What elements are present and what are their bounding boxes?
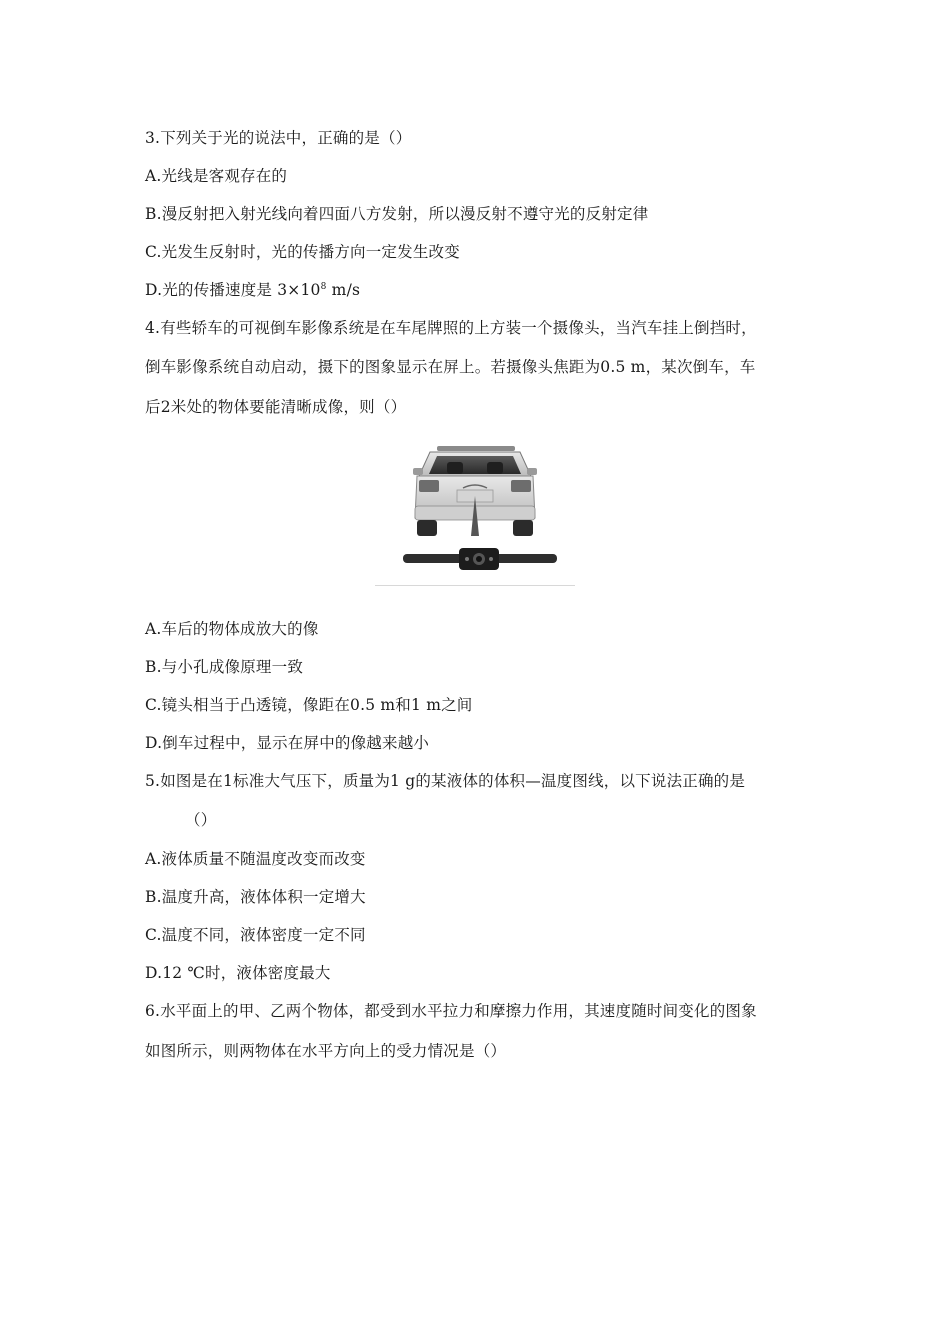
q3-option-a: A.光线是客观存在的 bbox=[145, 167, 288, 185]
q4-option-c: C.镜头相当于凸透镜，像距在0.5 m和1 m之间 bbox=[145, 696, 473, 714]
q5-option-c: C.温度不同，液体密度一定不同 bbox=[145, 926, 366, 944]
q5-option-d: D.12 ℃时，液体密度最大 bbox=[145, 964, 331, 982]
q3-stem: 3.下列关于光的说法中，正确的是（） bbox=[145, 129, 412, 147]
q5-option-b: B.温度升高，液体体积一定增大 bbox=[145, 888, 366, 906]
q3-option-d-unit: m/s bbox=[326, 281, 361, 299]
q4-option-b: B.与小孔成像原理一致 bbox=[145, 658, 304, 676]
q4-option-a: A.车后的物体成放大的像 bbox=[145, 620, 319, 638]
figure-divider bbox=[375, 585, 575, 586]
q6-stem-line1: 6.水平面上的甲、乙两个物体，都受到水平拉力和摩擦力作用，其速度随时间变化的图象 bbox=[145, 1002, 757, 1020]
q5-stem-line1: 5.如图是在1标准大气压下，质量为1 g的某液体的体积—温度图线，以下说法正确的是 bbox=[145, 772, 746, 790]
car-rear-camera-figure bbox=[375, 440, 575, 588]
q3-option-d bbox=[145, 280, 360, 300]
q3-option-d-exponent: 8 bbox=[320, 281, 327, 292]
q5-stem-line2: （） bbox=[185, 811, 217, 829]
q4-stem-line2: 倒车影像系统自动启动，摄下的图象显示在屏上。若摄像头焦距为0.5 m，某次倒车，车 bbox=[145, 358, 756, 376]
q3-option-c: C.光发生反射时，光的传播方向一定发生改变 bbox=[145, 243, 460, 261]
q3-option-d-prefix: D.光的传播速度是 3×10 bbox=[145, 281, 321, 299]
q4-option-d: D.倒车过程中，显示在屏中的像越来越小 bbox=[145, 734, 430, 752]
q3-option-b: B.漫反射把入射光线向着四面八方发射，所以漫反射不遵守光的反射定律 bbox=[145, 205, 649, 223]
q5-option-a: A.液体质量不随温度改变而改变 bbox=[145, 850, 366, 868]
q6-stem-line2: 如图所示，则两物体在水平方向上的受力情况是（） bbox=[145, 1042, 507, 1060]
q4-stem-line1: 4.有些轿车的可视倒车影像系统是在车尾牌照的上方装一个摄像头，当汽车挂上倒挡时， bbox=[145, 319, 757, 337]
q4-stem-line3: 后2米处的物体要能清晰成像，则（） bbox=[145, 398, 407, 416]
